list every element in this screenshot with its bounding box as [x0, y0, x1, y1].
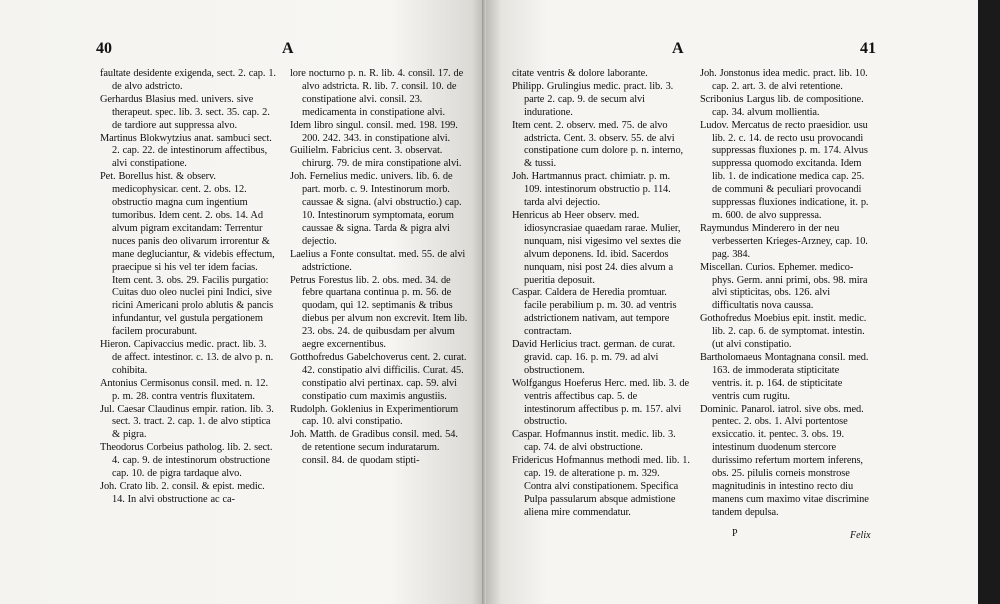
index-entry: Laelius a Fonte consultat. med. 55. de alvi adstrictione. — [290, 248, 466, 273]
index-entry: Joh. Hartmannus pract. chimiatr. p. m. 109. intestinorum obstructio p. 114. tarda alvi dejectio. — [512, 171, 671, 209]
index-entry: Philipp. Grulingius medic. pract. lib. 3. parte 2. cap. 9. de secum alvi induratione. — [512, 80, 674, 118]
index-entry: Jul. Caesar Claudinus empir. ration. lib. 3. sect. 3. tract. 2. cap. 1. de alvo stiptica & pigra. — [100, 403, 274, 441]
index-entry: Joh. Jonstonus idea medic. pract. lib. 10. cap. 2. art. 3. de alvi retentione. — [700, 68, 868, 92]
index-entry: Petrus Forestus lib. 2. obs. med. 34. de febre quartana continua p. m. 56. de quodam, qui 12. septimanis & tribus diebus per alvum non excrevit. Item lib. 23. obs. 24. de quibusdam per alvum aegre excernentibus. — [290, 274, 468, 351]
index-entry: Joh. Fernelius medic. univers. lib. 6. de part. morb. c. 9. Intestinorum morb. caussae & signa. (alvi obstructio.) cap. 10. Intestinorum symptomata, eorum caussae & signa. Tarda & pigra alvi dejectio. — [290, 171, 462, 247]
left-column-2 — [290, 68, 468, 468]
index-entry: Guilielm. Fabricius cent. 3. observat. chirurg. 79. de mira constipatione alvi. — [290, 145, 462, 170]
index-entry: Joh. Matth. de Gradibus consil. med. 54. de retentione secum induratarum. consil. 84. de quodam stipti- — [290, 429, 458, 467]
index-entry: Hieron. Capivaccius medic. pract. lib. 3. de affect. intestinor. c. 13. de alvo p. n. cohibita. — [100, 339, 274, 376]
index-entry: Caspar. Hofmannus instit. medic. lib. 3. cap. 74. de alvi obstructione. — [512, 429, 676, 454]
index-entry: citate ventris & dolore laborante. — [512, 68, 648, 79]
index-entry: Miscellan. Curios. Ephemer. medico-phys. Germ. anni primi, obs. 98. mira alvi stipticitas, obs. 126. alvi difficultatis nova caussa. — [700, 261, 868, 312]
index-entry: Henricus ab Heer observ. med. idiosyncrasiae quaedam rarae. Mulier, nunquam, nisi vigesimo vel sextes die alvum deponens. Id. ibid. Sacerdos nunquam, nisi post 24. dies alvum a pueritia deposuit. — [512, 209, 681, 286]
index-entry: Raymundus Minderero in der neu verbesserten Krieges-Arzney, cap. 10. pag. 384. — [700, 222, 868, 260]
index-entry: David Herlicius tract. german. de curat. gravid. cap. 16. p. m. 79. ad alvi obstructionem. — [512, 339, 675, 376]
index-entry: Theodorus Corbeius patholog. lib. 2. sect. 4. cap. 9. de intestinorum obstructione cap. 10. de pigra tardaque alvo. — [100, 442, 273, 480]
index-entry: Dominic. Panarol. iatrol. sive obs. med. pentec. 2. obs. 1. Alvi portentose exsiccatio. it. pentec. 3. obs. 19. intestinum duodenum stercore durissimo refertum mortem inferens, obs. 25. pilulis corneis monstrose magnitudinis in intestino recto diu manens cum maximo vitae discrimine tandem depulsa. — [700, 403, 869, 518]
index-entry: faultate desidente exigenda, sect. 2. cap. 1. de alvo adstricto. — [100, 68, 276, 92]
index-entry: Gothofredus Moebius epit. instit. medic. lib. 2. cap. 6. de symptomat. intestin. (ut alvi constipatio. — [700, 313, 867, 351]
index-entry: Ludov. Mercatus de recto praesidior. usu lib. 2. c. 14. de recto usu provocandi suppressas fluxiones p. m. 174. Alvus suppressa quomodo excitanda. Idem lib. 1. de indicatione medica cap. 25. de communi & peculiari provocandi suppressas fluxiones indicatione, it. p. m. 600. de alvo suppressa. — [700, 119, 869, 221]
index-entry: Antonius Cermisonus consil. med. n. 12. p. m. 28. contra ventris fluxitatem. — [100, 377, 269, 402]
scanner-edge — [978, 0, 1000, 604]
right-page — [486, 0, 1000, 604]
index-entry: lore nocturno p. n. R. lib. 4. consil. 17. de alvo adstricta. R. lib. 7. consil. 10. de constipatione alvi. consil. 23. medicamenta in constipatione alvi. — [290, 68, 464, 118]
index-entry: Rudolph. Goklenius in Experimentiorum cap. 10. alvi constipatio. — [290, 403, 459, 428]
index-entry: Idem libro singul. consil. med. 198. 199. 200. 242. 343. in constipatione alvi. — [290, 119, 458, 144]
index-entry: Joh. Crato lib. 2. consil. & epist. medic. 14. In alvi obstructione ac ca- — [100, 481, 265, 505]
index-entry: Wolfgangus Hoeferus Herc. med. lib. 3. de ventris affectibus cap. 5. de intestinorum affectibus p. m. 157. alvi obstructio. — [512, 377, 689, 428]
index-entry: Fridericus Hofmannus methodi med. lib. 1. cap. 19. de alteratione p. m. 329. Contra alvi constipationem. Specifica Pulpa passularum absque admistione aliena mire commendatur. — [512, 455, 690, 518]
index-entry: Bartholomaeus Montagnana consil. med. 163. de immoderata stipticitate ventris. it. p. 164. de stipticitate ventris cum rugitu. — [700, 351, 869, 402]
catchword: Felix — [850, 530, 871, 541]
left-page — [0, 0, 486, 604]
index-entry: Item cent. 2. observ. med. 75. de alvo adstricta. Cent. 3. observ. 55. de alvi constipatione cum dolore p. n. interno, & tussi. — [512, 119, 684, 170]
right-page-number: 41 — [860, 40, 876, 57]
left-column-1 — [100, 68, 278, 507]
left-header-letter: A — [282, 40, 294, 57]
signature-mark: P — [732, 528, 738, 539]
index-entry: Scribonius Largus lib. de compositione. cap. 34. alvum mollientia. — [700, 93, 864, 118]
right-header-letter: A — [672, 40, 684, 57]
index-entry: Gotthofredus Gabelchoverus cent. 2. curat. 42. constipatio alvi difficilis. Curat. 45. constipatio alvi pertinax. cap. 59. alvi constipatio cum maximis angustiis. — [290, 351, 467, 402]
right-column-2 — [700, 68, 872, 520]
index-entry: Martinus Blokwytzius anat. sambuci sect. 2. cap. 22. de intestinorum affectibus, alvi constipatione. — [100, 132, 272, 170]
right-column-1 — [512, 68, 690, 520]
index-entry: Gerhardus Blasius med. univers. sive therapeut. spec. lib. 3. sect. 35. cap. 2. de tardiore aut suppressa alvo. — [100, 93, 270, 131]
index-entry: Caspar. Caldera de Heredia promtuar. facile perabilium p. m. 30. ad ventris adstrictionem nativam, aut tempore contractam. — [512, 287, 677, 338]
left-page-number: 40 — [96, 40, 112, 57]
index-entry: Pet. Borellus hist. & observ. medicophysicar. cent. 2. obs. 12. obstructio magna cum ingentium tumoribus. Idem cent. 2. obs. 14. Ad alvum pigram excitandam: Terrentur nuces panis deo olivarum irrorentur & mane degluciantur, & videbis effectum, praecipue si his vel ter idem facias. Item cent. 3. obs. 29. Facilis purgatio: Cuitas duo oleo nuclei pini Indici, sive ricini Americani prolo ablutis & pancis infundantur, vel gustula pergationem facilem procurabunt. — [100, 171, 275, 338]
